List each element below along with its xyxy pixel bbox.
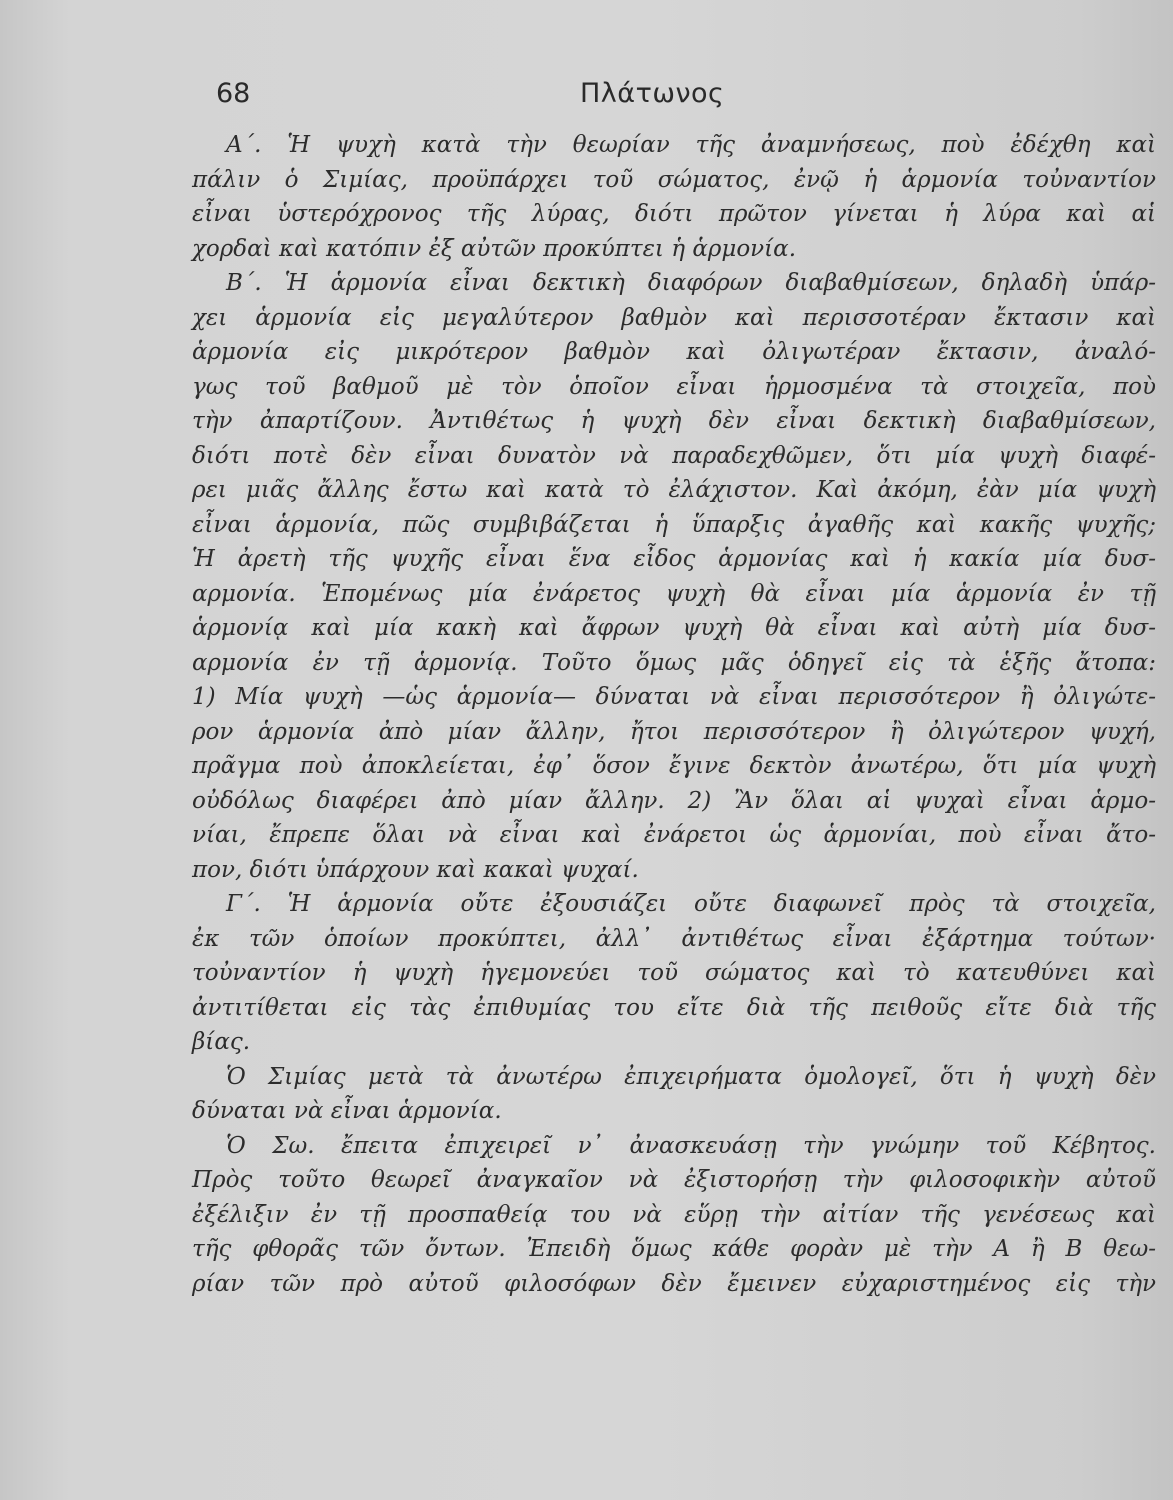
text-line: τοὐναντίον ἡ ψυχὴ ἡγεμονεύει τοῦ σώματος καὶ τὸ κατευθύνει καὶ	[192, 960, 1156, 986]
text-line: ἐκ τῶν ὁποίων προκύπτει, ἀλλ᾽ ἀντιθέτως εἶναι ἐξάρτημα τούτων·	[192, 925, 1156, 952]
text-line: Α΄. Ἡ ψυχὴ κατὰ τὴν θεωρίαν τῆς ἀναμνήσεως, ποὺ ἐδέχθη καὶ	[226, 132, 1156, 158]
text-line: ρίαν τῶν πρὸ αὐτοῦ φιλοσόφων δὲν ἔμεινεν εὐχαριστημένος εἰς τὴν	[192, 1270, 1156, 1297]
text-line: πον, διότι ὑπάρχουν καὶ κακαὶ ψυχαί.	[192, 856, 639, 883]
text-line: δύναται νὰ εἶναι ἁρμονία.	[192, 1098, 502, 1124]
text-line: ἁρμονία εἰς μικρότερον βαθμὸν καὶ ὀλιγωτέραν ἔκτασιν, ἀναλό-	[192, 339, 1156, 365]
text-line: ἁρμονίᾳ καὶ μία κακὴ καὶ ἄφρων ψυχὴ θὰ εἶναι καὶ αὐτὴ μία δυσ-	[192, 615, 1156, 641]
text-line: τὴν ἀπαρτίζουν. Ἀντιθέτως ἡ ψυχὴ δὲν εἶναι δεκτικὴ διαβαθμίσεων,	[192, 408, 1156, 434]
text-line: Β΄. Ἡ ἁρμονία εἶναι δεκτικὴ διαφόρων διαβαθμίσεων, δηλαδὴ ὑπάρ-	[226, 270, 1156, 296]
text-line: 1) Μία ψυχὴ —ὡς ἁρμονία— δύναται νὰ εἶναι περισσότερον ἢ ὀλιγώτε-	[192, 684, 1156, 710]
text-line: ἐξέλιξιν ἐν τῇ προσπαθείᾳ του νὰ εὕρῃ τὴν αἰτίαν τῆς γενέσεως καὶ	[192, 1201, 1156, 1228]
text-line: χει ἁρμονία εἰς μεγαλύτερον βαθμὸν καὶ περισσοτέραν ἔκτασιν καὶ	[192, 304, 1156, 331]
text-line: αρμονία. Ἑπομένως μία ἐνάρετος ψυχὴ θὰ εἶναι μία ἁρμονία ἐν τῇ	[192, 580, 1156, 607]
text-line: εἶναι ἁρμονία, πῶς συμβιβάζεται ἡ ὕπαρξις ἀγαθῆς καὶ κακῆς ψυχῆς;	[192, 511, 1156, 538]
text-line: Ὁ Σω. ἔπειτα ἐπιχειρεῖ ν᾽ ἀνασκευάσῃ τὴν γνώμην τοῦ Κέβητος.	[226, 1132, 1156, 1159]
text-line: τῆς φθορᾶς τῶν ὄντων. Ἐπειδὴ ὅμως κάθε φορὰν μὲ τὴν Α ἢ Β θεω-	[192, 1236, 1156, 1262]
page-number: 68	[216, 78, 251, 109]
text-line: πάλιν ὁ Σιμίας, προϋπάρχει τοῦ σώματος, ἐνῷ ἡ ἁρμονία τοὐναντίον	[192, 166, 1156, 193]
text-line: ἀντιτίθεται εἰς τὰς ἐπιθυμίας του εἴτε διὰ τῆς πειθοῦς εἴτε διὰ τῆς	[192, 994, 1156, 1021]
text-line: αρμονία ἐν τῇ ἁρμονίᾳ. Τοῦτο ὅμως μᾶς ὁδηγεῖ εἰς τὰ ἑξῆς ἄτοπα:	[192, 649, 1156, 676]
body-text	[192, 128, 1156, 1301]
text-line: διότι ποτὲ δὲν εἶναι δυνατὸν νὰ παραδεχθῶμεν, ὅτι μία ψυχὴ διαφέ-	[192, 442, 1156, 469]
running-head	[192, 78, 1152, 118]
text-line: Ἡ ἀρετὴ τῆς ψυχῆς εἶναι ἕνα εἶδος ἁρμονίας καὶ ἡ κακία μία δυσ-	[192, 546, 1156, 572]
text-line: πρᾶγμα ποὺ ἀποκλείεται, ἐφ᾽ ὅσον ἔγινε δεκτὸν ἀνωτέρω, ὅτι μία ψυχὴ	[192, 753, 1156, 779]
text-line: νίαι, ἔπρεπε ὅλαι νὰ εἶναι καὶ ἐνάρετοι ὡς ἁρμονίαι, ποὺ εἶναι ἄτο-	[192, 822, 1156, 848]
text-line: βίας.	[192, 1029, 251, 1055]
text-line: γως τοῦ βαθμοῦ μὲ τὸν ὁποῖον εἶναι ἡρμοσμένα τὰ στοιχεῖα, ποὺ	[192, 373, 1156, 400]
text-line: Γ΄. Ἡ ἁρμονία οὔτε ἐξουσιάζει οὔτε διαφωνεῖ πρὸς τὰ στοιχεῖα,	[226, 891, 1156, 917]
running-title: Πλάτωνος	[580, 78, 725, 109]
text-line: Πρὸς τοῦτο θεωρεῖ ἀναγκαῖον νὰ ἐξιστορήσῃ τὴν φιλοσοφικὴν αὐτοῦ	[192, 1167, 1156, 1193]
text-line: εἶναι ὑστερόχρονος τῆς λύρας, διότι πρῶτον γίνεται ἡ λύρα καὶ αἱ	[192, 201, 1156, 227]
text-line: Ὁ Σιμίας μετὰ τὰ ἀνωτέρω ἐπιχειρήματα ὁμολογεῖ, ὅτι ἡ ψυχὴ δὲν	[226, 1063, 1156, 1090]
text-line: χορδαὶ καὶ κατόπιν ἐξ αὐτῶν προκύπτει ἡ ἁρμονία.	[192, 235, 797, 262]
text-line: ρον ἁρμονία ἀπὸ μίαν ἄλλην, ἤτοι περισσότερον ἢ ὀλιγώτερον ψυχή,	[192, 718, 1156, 745]
text-line: οὐδόλως διαφέρει ἀπὸ μίαν ἄλλην. 2) Ἂν ὅλαι αἱ ψυχαὶ εἶναι ἁρμο-	[192, 787, 1156, 814]
text-line: ρει μιᾶς ἄλλης ἔστω καὶ κατὰ τὸ ἐλάχιστον. Καὶ ἀκόμη, ἐὰν μία ψυχὴ	[192, 477, 1156, 503]
